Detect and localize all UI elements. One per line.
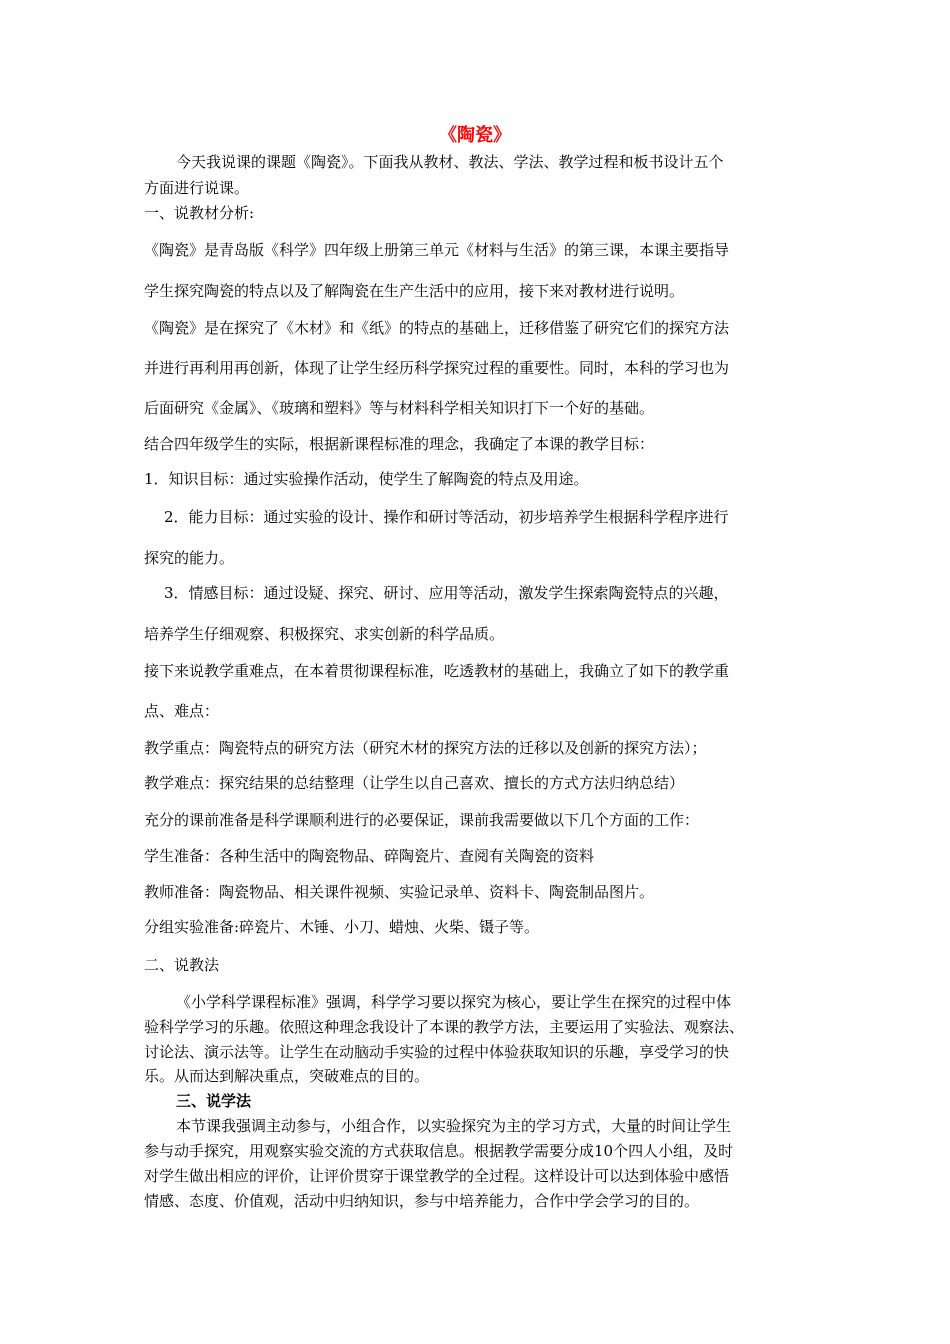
section-1-line: 教学重点：陶瓷特点的研究方法（研究木材的探究方法的迁移以及创新的探究方法）； xyxy=(144,739,707,757)
section-1-line: 教学难点：探究结果的总结整理（让学生以自己喜欢、擅长的方式方法归纳总结） xyxy=(144,774,685,792)
section-1-line: 后面研究《金属》、《玻璃和塑料》等与材料科学相关知识打下一个好的基础。 xyxy=(144,399,655,417)
section-1-line: 1．知识目标：通过实验操作活动，使学生了解陶瓷的特点及用途。 xyxy=(144,470,589,488)
intro-line-2: 方面进行说课。 xyxy=(144,179,250,197)
section-1-line: 《陶瓷》是在探究了《木材》和《纸》的特点的基础上，迁移借鉴了研究它们的探究方法 xyxy=(144,319,730,337)
section-1-line: 《陶瓷》是青岛版《科学》四年级上册第三单元《材料与生活》的第三课，本课主要指导 xyxy=(144,241,730,259)
section-1-line: 点、难点： xyxy=(144,702,220,720)
section-3-heading: 三、说学法 xyxy=(176,1092,252,1110)
section-1-line: 学生准备：各种生活中的陶瓷物品、碎陶瓷片、查阅有关陶瓷的资料 xyxy=(144,847,595,865)
section-1-line: 结合四年级学生的实际，根据新课程标准的理念，我确定了本课的教学目标： xyxy=(144,435,655,453)
section-3-line: 本节课我强调主动参与，小组合作，以实验探究为主的学习方式，大量的时间让学生 xyxy=(176,1117,732,1135)
section-3-line: 参与动手探究，用观察实验交流的方式获取信息。根据教学需要分成10个四人小组，及时 xyxy=(144,1142,734,1160)
section-2-line: 《小学科学课程标准》强调，科学学习要以探究为核心，要让学生在探究的过程中体 xyxy=(176,993,732,1011)
section-1-line: 3．情感目标：通过设疑、探究、研讨、应用等活动，激发学生探索陶瓷特点的兴趣， xyxy=(164,584,729,602)
intro-line-1: 今天我说课的课题《陶瓷》。下面我从教材、教法、学法、教学过程和板书设计五个 xyxy=(176,153,724,171)
section-1-line: 充分的课前准备是科学课顺利进行的必要保证，课前我需要做以下几个方面的工作： xyxy=(144,811,700,829)
section-1-line: 分组实验准备:碎瓷片、木锤、小刀、蜡烛、火柴、镊子等。 xyxy=(144,918,540,936)
section-1-line: 教师准备：陶瓷物品、相关课件视频、实验记录单、资料卡、陶瓷制品图片。 xyxy=(144,883,655,901)
section-1-line: 探究的能力。 xyxy=(144,549,235,567)
section-1-line: 培养学生仔细观察、积极探究、求实创新的科学品质。 xyxy=(144,625,505,643)
section-3-line: 情感、态度、价值观，活动中归纳知识，参与中培养能力，合作中学会学习的目的。 xyxy=(144,1192,700,1210)
section-1-heading: 一、说教材分析: xyxy=(144,204,255,222)
section-1-line: 并进行再利用再创新，体现了让学生经历科学探究过程的重要性。同时，本科的学习也为 xyxy=(144,359,730,377)
section-2-line: 讨论法、演示法等。让学生在动脑动手实验的过程中体验获取知识的乐趣，享受学习的快 xyxy=(144,1043,730,1061)
section-3-line: 对学生做出相应的评价，让评价贯穿于课堂教学的全过程。这样设计可以达到体验中感悟 xyxy=(144,1167,730,1185)
section-1-line: 2．能力目标：通过实验的设计、操作和研讨等活动，初步培养学生根据科学程序进行 xyxy=(164,508,729,526)
section-2-line: 验科学学习的乐趣。依照这种理念我设计了本课的教学方法，主要运用了实验法、观察法、 xyxy=(144,1018,745,1036)
section-2-line: 乐。从而达到解决重点，突破难点的目的。 xyxy=(144,1067,430,1085)
section-1-line: 接下来说教学重难点，在本着贯彻课程标准，吃透教材的基础上，我确立了如下的教学重 xyxy=(144,662,730,680)
section-2-heading: 二、说教法 xyxy=(144,956,220,974)
document-title: 《陶瓷》 xyxy=(439,125,511,146)
section-1-line: 学生探究陶瓷的特点以及了解陶瓷在生产生活中的应用，接下来对教材进行说明。 xyxy=(144,282,685,300)
